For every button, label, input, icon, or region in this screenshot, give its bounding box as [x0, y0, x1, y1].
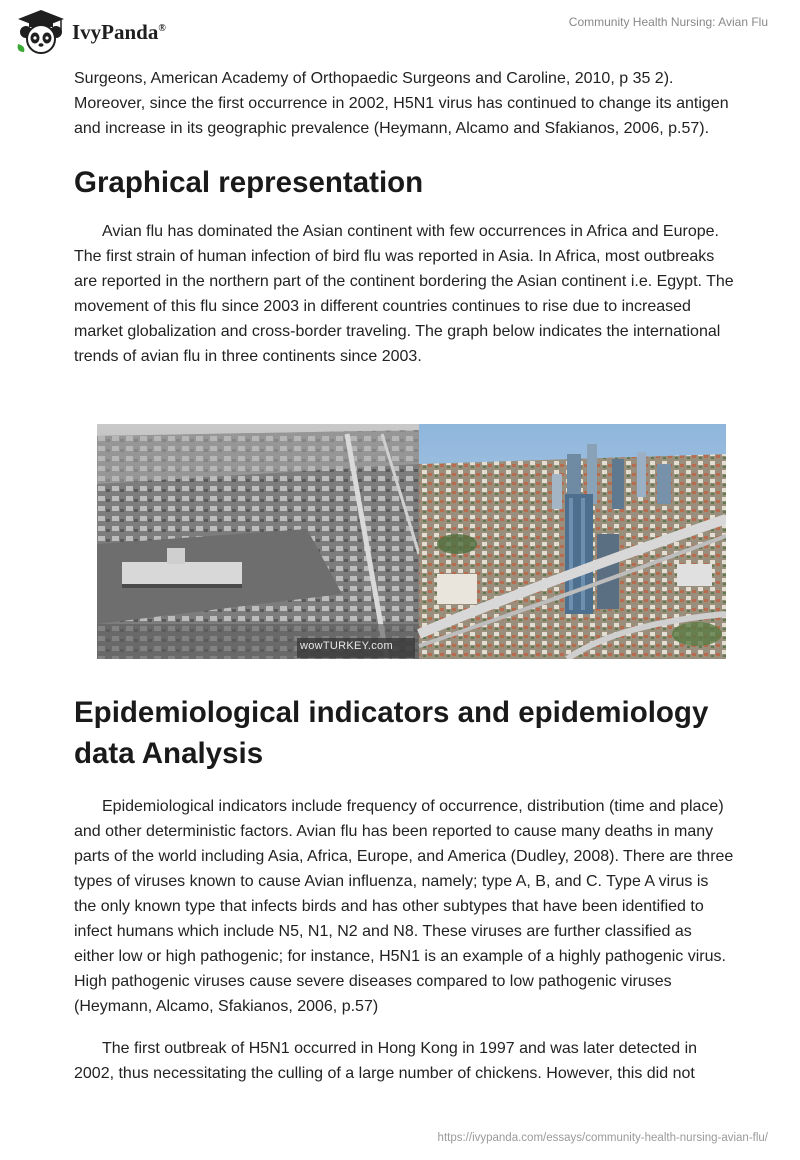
photo-illustration: [97, 424, 726, 659]
brand-name: IvyPanda®: [72, 19, 166, 44]
modern-city-photo: [419, 424, 726, 659]
article-body-continued: [74, 692, 734, 1086]
article-body: [74, 66, 734, 369]
page-header: [0, 0, 800, 60]
intro-paragraph: Surgeons, American Academy of Orthopaedic Surgeons and Caroline, 2010, p 35 2). Moreover, since the first occurrence in 2002, H5N1 virus has continued to change its antigen and increase in its geographic prevalence (Heymann, Alcamo and Sfakianos, 2006, p.57).: [74, 70, 729, 137]
istanbul-before-after-photo: [97, 424, 726, 659]
graphical-representation-paragraph: Avian flu has dominated the Asian continent with few occurrences in Africa and Europe. The first strain of human infection of bird flu was reported in Asia. In Africa, most outbreaks are reported in the northern part of the continent bordering the Asian continent i.e. Egypt. The movement of this flu since 2003 in different countries continues to rise due to increased market globalization and cross-border traveling. The graph below indicates the international trends of avian flu in three continents since 2003.: [74, 223, 734, 365]
epidemiological-indicators-paragraph: Epidemiological indicators include frequency of occurrence, distribution (time and place) and other deterministic factors. Avian flu has been reported to cause many deaths in many parts of the world including Asia, Africa, Europe, and America (Dudley, 2008). There are three types of viruses known to cause Avian influenza, namely; type A, B, and C. Type A virus is the only known type that infects birds and has other subtypes that have been identified to infect humans which include N5, N1, N2 and N8. These viruses are further classified as either low or high pathogenic; for instance, H5N1 is an example of a highly pathogenic virus. High pathogenic viruses cause severe diseases compared to low pathogenic viruses (Heymann, Alcamo, Sfakianos, 2006, p.57): [74, 798, 734, 1015]
section-heading-epidemiological-indicators: Epidemiological indicators and epidemiology data Analysis: [74, 696, 709, 770]
source-url[interactable]: https://ivypanda.com/essays/community-health-nursing-avian-flu/: [437, 1132, 768, 1144]
panda-graduate-icon: [14, 8, 68, 54]
h5n1-outbreak-paragraph: The first outbreak of H5N1 occurred in Hong Kong in 1997 and was later detected in 2002, thus necessitating the culling of a large number of chickens. However, this did not: [74, 1040, 698, 1082]
photo-watermark: wowTURKEY.com: [300, 640, 393, 652]
ivypanda-logo[interactable]: [14, 8, 166, 54]
document-title: Community Health Nursing: Avian Flu: [568, 15, 768, 29]
old-aerial-photo: [97, 424, 419, 659]
section-heading-graphical-representation: Graphical representation: [74, 166, 424, 199]
